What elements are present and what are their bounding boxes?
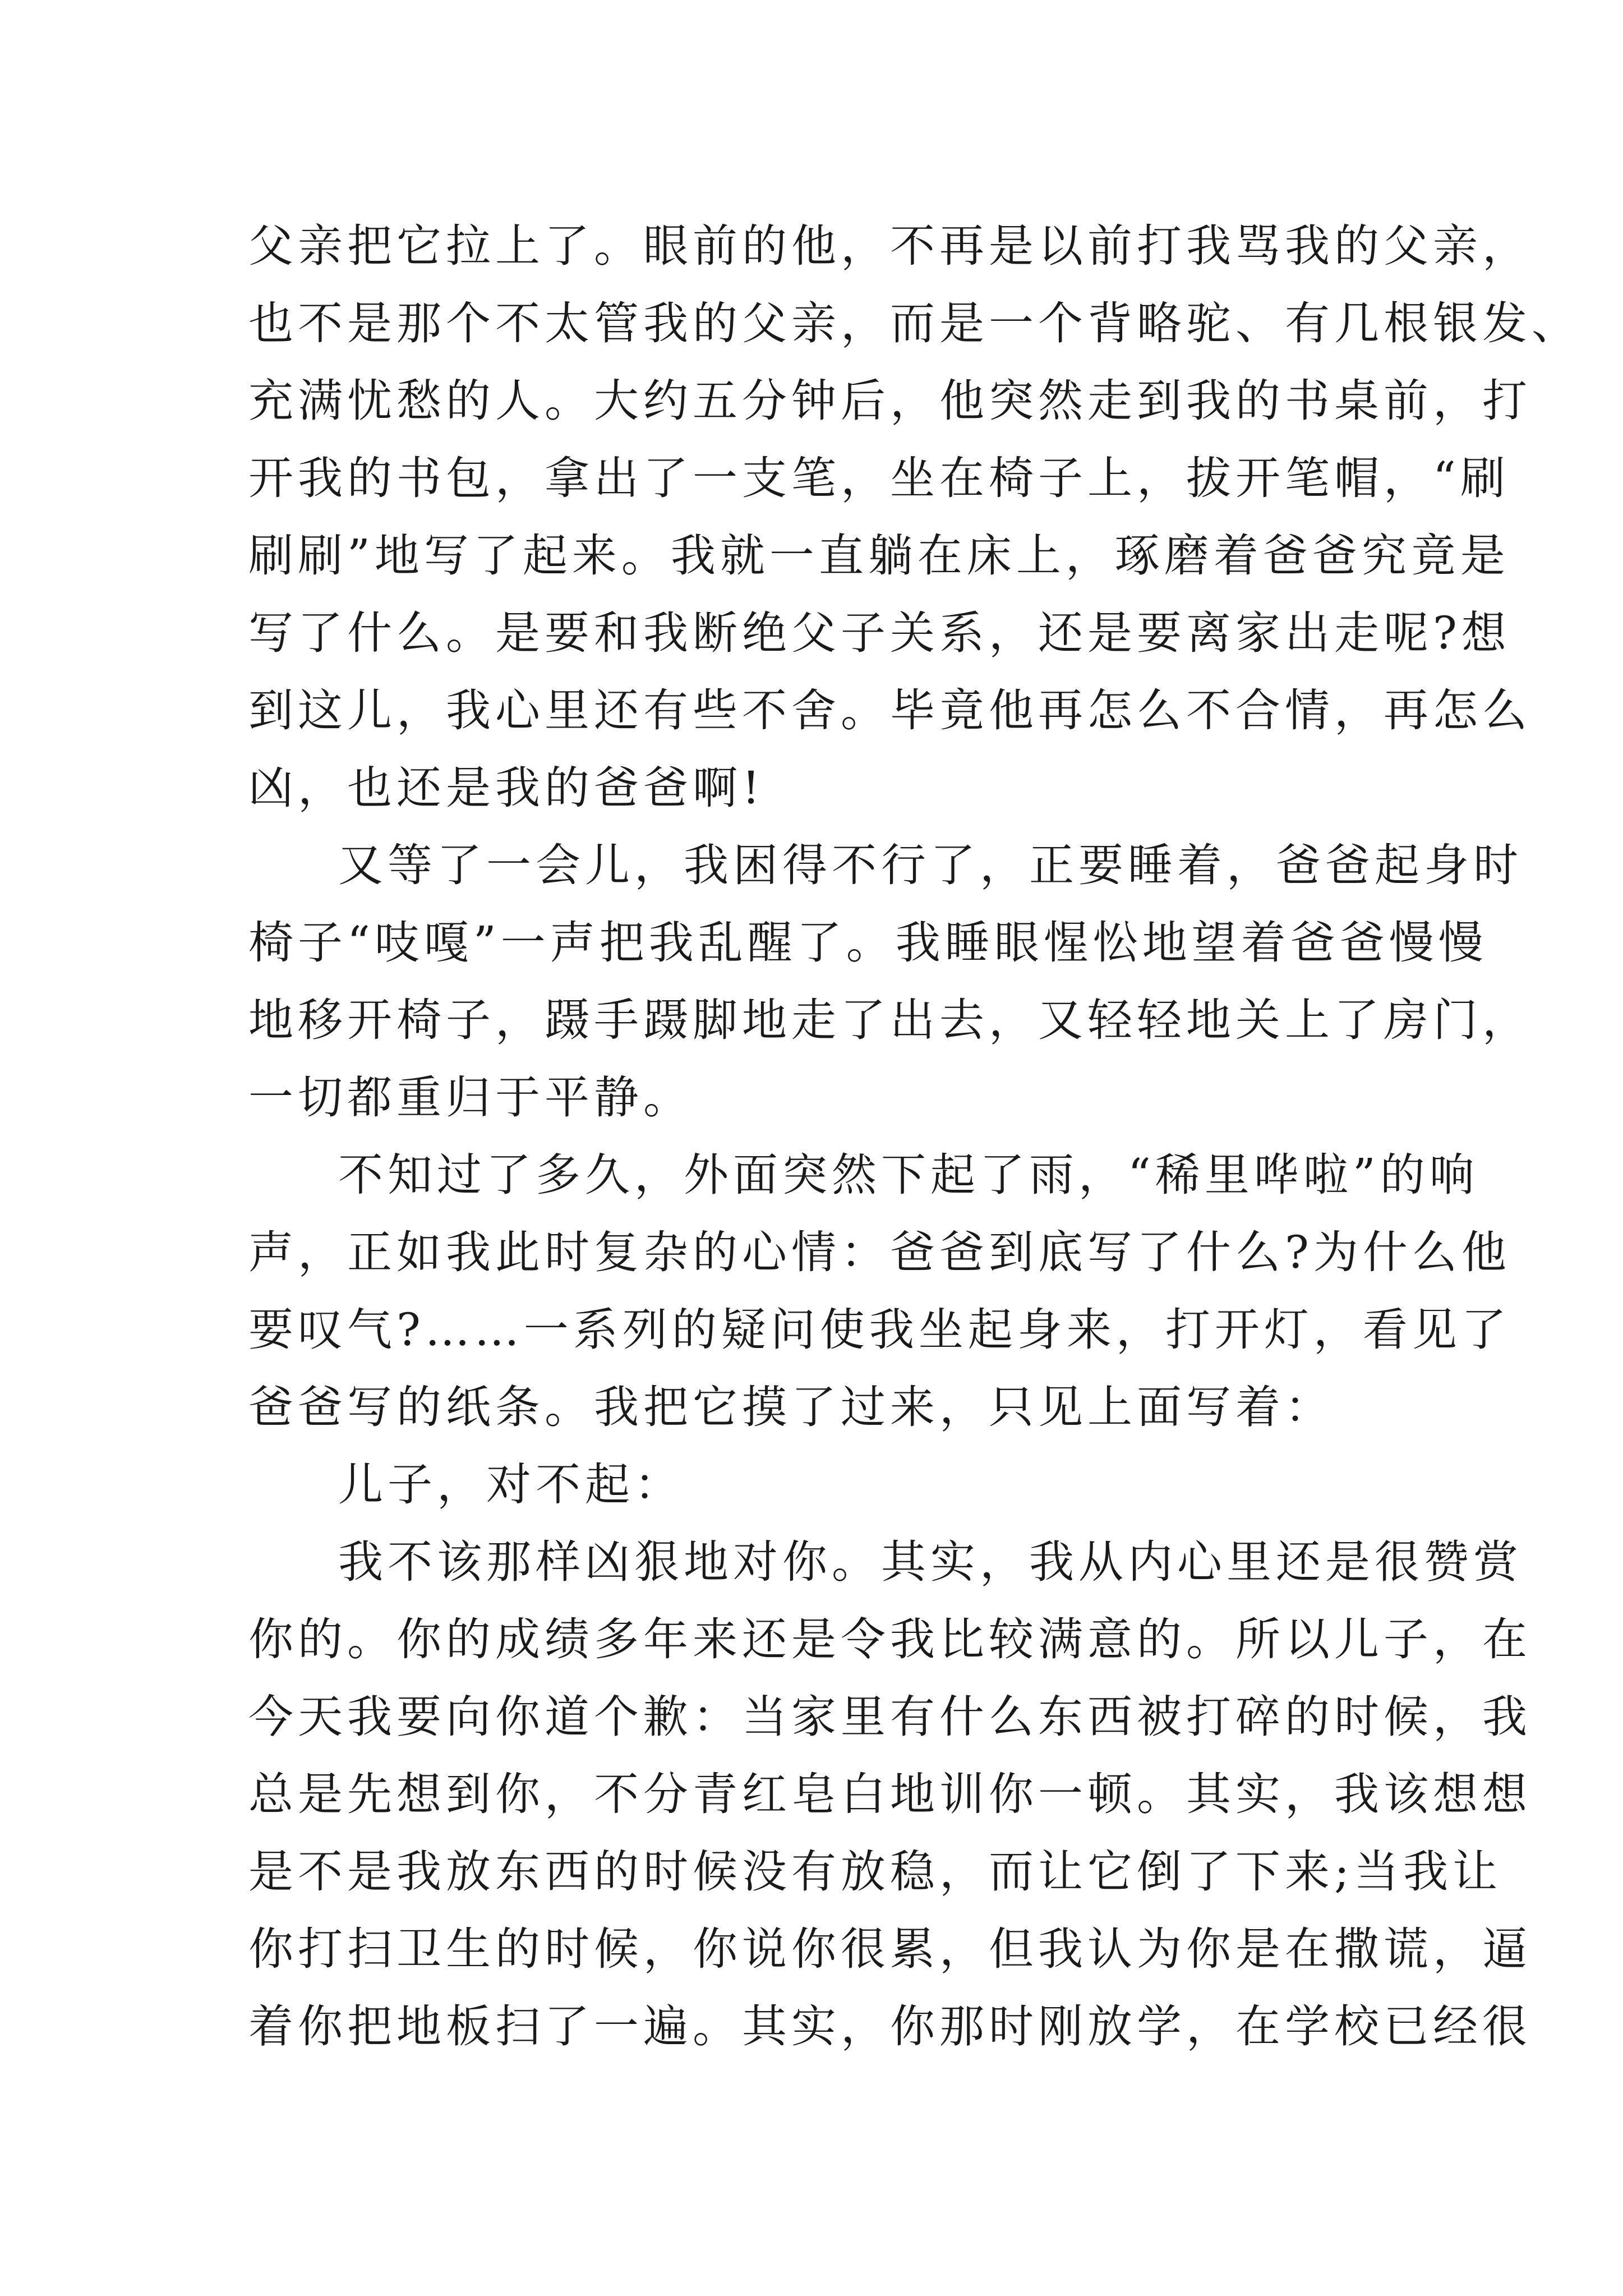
- text-line: 你的。你的成绩多年来还是令我比较满意的。所以儿子，在: [248, 1613, 1532, 1665]
- text-line: 是不是我放东西的时候没有放稳，而让它倒了下来;当我让: [248, 1846, 1502, 1898]
- text-line: 你打扫卫生的时候，你说你很累，但我认为你是在撒谎，逼: [248, 1923, 1532, 1975]
- text-line: 爸爸写的纸条。我把它摸了过来，只见上面写着：: [248, 1381, 1334, 1433]
- body-text: [248, 208, 1581, 2065]
- text-line: 父亲把它拉上了。眼前的他，不再是以前打我骂我的父亲，: [248, 220, 1532, 272]
- text-line: 今天我要向你道个歉：当家里有什么东西被打碎的时候，我: [248, 1691, 1532, 1743]
- text-line: 椅子“吱嘎”一声把我乱醒了。我睡眼惺忪地望着爸爸慢慢: [248, 917, 1488, 969]
- text-line: 总是先想到你，不分青红皂白地训你一顿。其实，我该想想: [248, 1768, 1532, 1820]
- text-line: 声，正如我此时复杂的心情：爸爸到底写了什么?为什么他: [248, 1226, 1511, 1278]
- text-line: 又等了一会儿，我困得不行了，正要睡着，爸爸起身时: [338, 839, 1523, 891]
- text-line: 写了什么。是要和我断绝父子关系，还是要离家出走呢?想: [248, 607, 1511, 659]
- text-line: 也不是那个不太管我的父亲，而是一个背略驼、有几根银发、: [248, 297, 1581, 349]
- text-line: 我不该那样凶狠地对你。其实，我从内心里还是很赞赏: [338, 1536, 1523, 1588]
- text-line: 开我的书包，拿出了一支笔，坐在椅子上，拔开笔帽，“刷: [248, 452, 1510, 504]
- text-line: 刷刷”地写了起来。我就一直躺在床上，琢磨着爸爸究竟是: [248, 530, 1510, 582]
- text-line: 充满忧愁的人。大约五分钟后，他突然走到我的书桌前，打: [248, 375, 1532, 427]
- text-line: 要叹气?……一系列的疑问使我坐起身来，打开灯，看见了: [248, 1304, 1511, 1356]
- text-line: 一切都重归于平静。: [248, 1071, 693, 1124]
- text-line: 着你把地板扫了一遍。其实，你那时刚放学，在学校已经很: [248, 2000, 1532, 2053]
- text-line: 凶，也还是我的爸爸啊!: [248, 762, 765, 814]
- text-line: 儿子，对不起：: [338, 1458, 684, 1511]
- text-line: 到这儿，我心里还有些不舍。毕竟他再怎么不合情，再怎么: [248, 684, 1532, 737]
- text-line: 地移开椅子，蹑手蹑脚地走了出去，又轻轻地关上了房门，: [248, 994, 1532, 1046]
- text-line: 不知过了多久，外面突然下起了雨，“稀里哗啦”的响: [338, 1149, 1479, 1201]
